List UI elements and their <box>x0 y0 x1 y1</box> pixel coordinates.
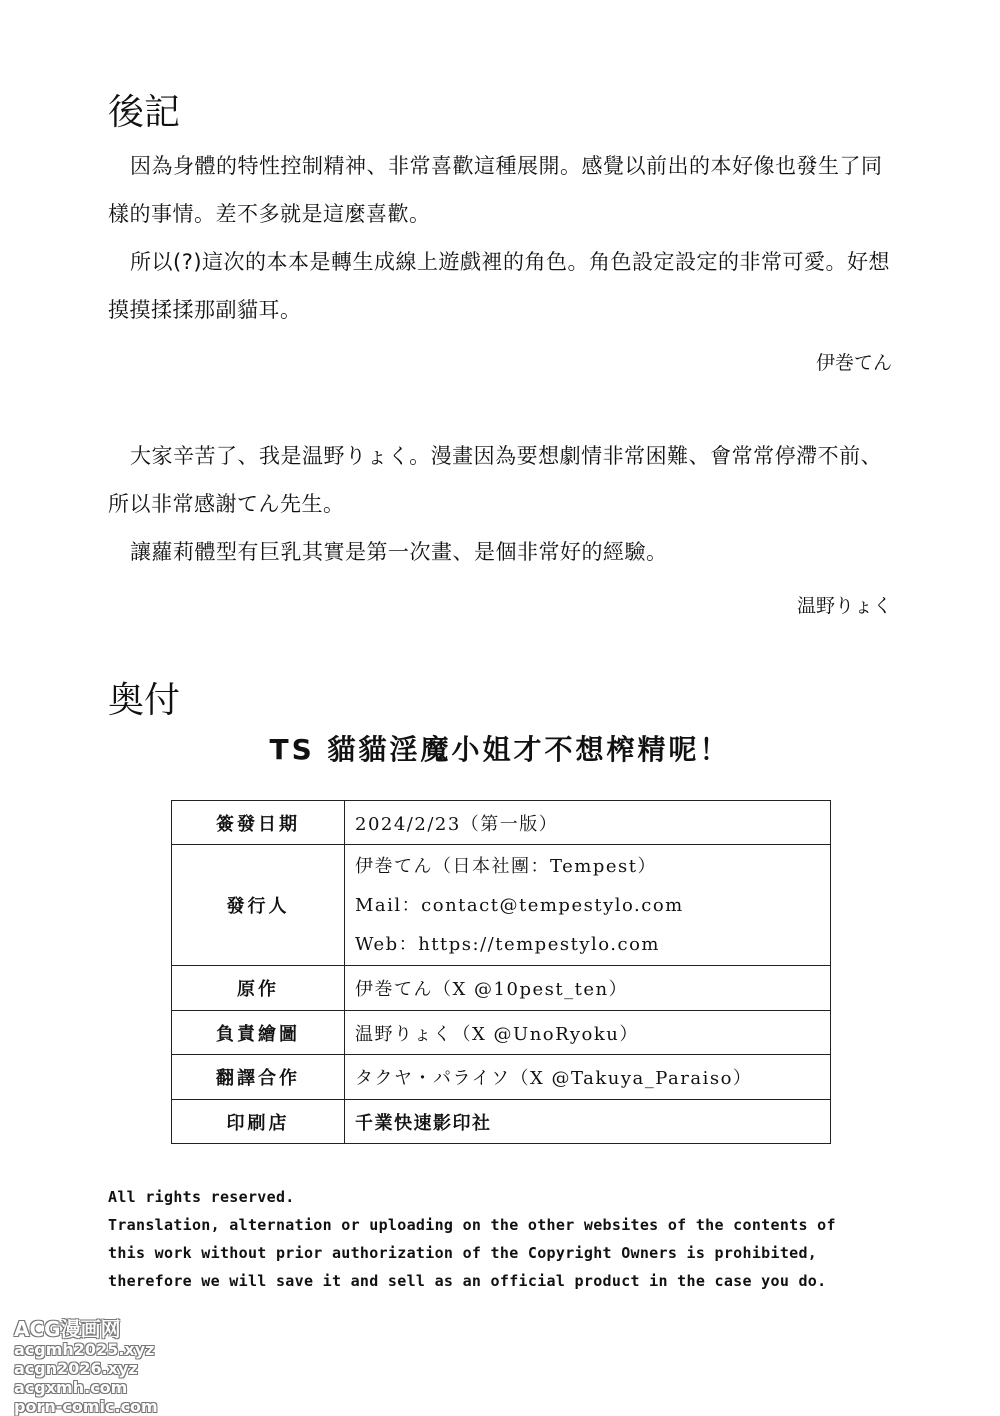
row-value: 千業快速影印社 <box>345 1100 831 1144</box>
row-value: 温野りょく（X @UnoRyoku） <box>345 1011 831 1055</box>
row-label: 翻譯合作 <box>172 1055 345 1100</box>
row-value: 伊巻てん（X @10pest_ten） <box>345 966 831 1011</box>
afterword-paragraph: 因為身體的特性控制精神、非常喜歡這種展開。感覺以前出的本好像也發生了同樣的事情。差不多就是這麼喜歡。 <box>108 154 883 226</box>
row-value <box>345 845 831 966</box>
signature-artist: 温野りょく <box>796 595 892 617</box>
afterword-title: 後記 <box>108 92 181 133</box>
site-watermark <box>14 1318 158 1416</box>
rights-line: Translation, alternation or uploading on the other websites of the contents of <box>108 1216 836 1234</box>
rights-line: therefore we will save it and sell as an official product in the case you do. <box>108 1272 827 1290</box>
watermark-line: acgxmh.com <box>14 1378 128 1397</box>
afterword-paragraph: 所以(?)這次的本本是轉生成線上遊戲裡的角色。角色設定設定的非常可愛。好想摸摸揉揉那副貓耳。 <box>108 250 891 322</box>
afterword-paragraph: 大家辛苦了、我是温野りょく。漫畫因為要想劇情非常困難、會常常停滯不前、所以非常感謝てん先生。 <box>108 444 883 516</box>
row-label: 原作 <box>172 966 345 1011</box>
afterword-section-1 <box>108 142 893 334</box>
table-row <box>172 1055 831 1100</box>
book-title: TS 貓貓淫魔小姐才不想榨精呢！ <box>269 733 731 766</box>
publisher-line: 伊巻てん（日本社團：Tempest） <box>355 855 657 877</box>
table-row <box>172 1100 831 1144</box>
colophon-table <box>171 800 831 1144</box>
rights-line: All rights reserved. <box>108 1188 295 1206</box>
rights-notice <box>108 1183 908 1295</box>
table-row <box>172 966 831 1011</box>
table-row <box>172 845 831 966</box>
watermark-line: porn-comic.com <box>14 1397 158 1416</box>
row-label: 發行人 <box>172 845 345 966</box>
row-label: 簽發日期 <box>172 801 345 845</box>
rights-line: this work without prior authorization of the Copyright Owners is prohibited, <box>108 1244 818 1262</box>
row-value: 2024/2/23（第一版） <box>345 801 831 845</box>
publisher-web: Web：https://tempestylo.com <box>355 933 660 955</box>
colophon-title: 奥付 <box>108 680 181 721</box>
publisher-mail: Mail：contact@tempestylo.com <box>355 894 684 916</box>
table-row <box>172 801 831 845</box>
signature-author: 伊巻てん <box>815 352 892 374</box>
row-label: 負責繪圖 <box>172 1011 345 1055</box>
watermark-line: ACG漫画网 <box>14 1317 121 1341</box>
afterword-paragraph: 讓蘿莉體型有巨乳其實是第一次畫、是個非常好的經驗。 <box>130 540 668 564</box>
row-label: 印刷店 <box>172 1100 345 1144</box>
row-value: タクヤ・パライソ（X @Takuya_Paraiso） <box>345 1055 831 1100</box>
watermark-line: acgmh2025.xyz <box>14 1340 155 1359</box>
watermark-line: acgn2026.xyz <box>14 1359 138 1378</box>
table-row <box>172 1011 831 1055</box>
afterword-section-2 <box>108 432 893 576</box>
